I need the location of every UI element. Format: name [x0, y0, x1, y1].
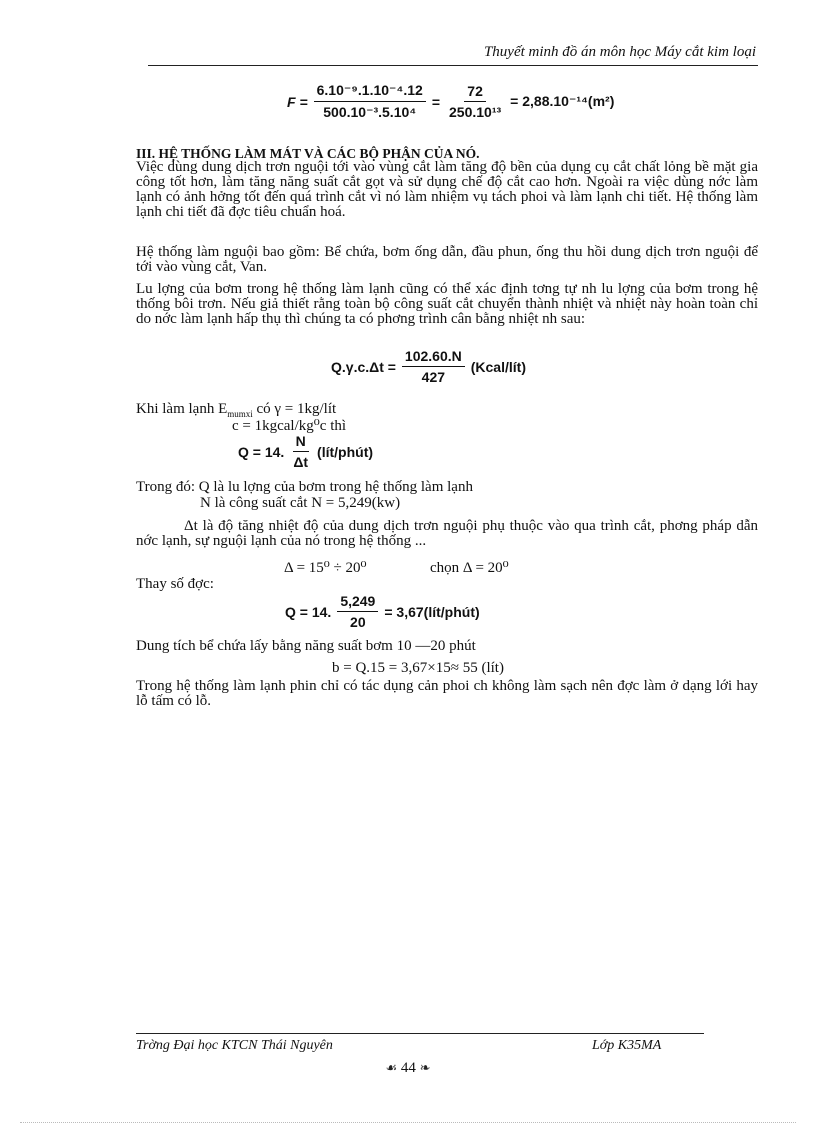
formula-heat-unit: (Kcal/lít)	[470, 358, 526, 375]
formula-heat-num: 102.60.N	[402, 348, 465, 367]
formula-f-fraction-2	[446, 83, 504, 120]
definition-q: Trong đó: Q là lu lợng của bơm trong hệ thống làm lạnh	[136, 479, 473, 495]
formula-heat-balance	[331, 348, 526, 385]
formula-result-rhs: = 3,67(lít/phút)	[384, 603, 480, 620]
delta-range: Δ = 15⁰ ÷ 20⁰	[284, 560, 367, 576]
tank-capacity-text: Dung tích bể chứa lấy bằng năng suất bơm 10 —20 phút	[136, 638, 476, 654]
paragraph-1: Việc dùng dung dịch trơn nguội tới vào vùng cắt làm tăng độ bền của dụng cụ cắt chất lỏng bề mặt gia công tốt hơn, làm tăng năng suất cắt gọt và sử dụng chế độ cắt cao hơn. Ngoài ra việc dùng nớc làm lạnh có ảnh hởng tốt đến quá trình cắt vì nó làm nhiệm vụ tách phoi và làm lạnh chi tiết. Hệ thống làm lạnh chi tiết đã đợc tiêu chuẩn hoá.	[136, 159, 758, 220]
formula-flow-unit: (lít/phút)	[317, 443, 374, 460]
formula-f-den-1: 500.10⁻³.5.10⁴	[323, 104, 417, 120]
formula-flow-den: Δt	[293, 454, 309, 470]
formula-result-num: 5,249	[337, 593, 378, 612]
formula-f-den-2: 250.10¹³	[449, 104, 502, 120]
formula-flow-fraction	[290, 433, 311, 470]
definition-delta-t: Δt là độ tăng nhiệt độ của dung dịch trơn nguội phụ thuộc vào qua trình cắt, phơng pháp dẫn nớc lạnh, sự nguội lạnh của nó trong hệ thống ...	[136, 518, 758, 549]
footer-class: Lớp K35MA	[592, 1038, 662, 1053]
page-number-row	[0, 1060, 816, 1077]
header-rule	[148, 65, 758, 66]
formula-flow-rate	[238, 433, 373, 470]
formula-heat-den: 427	[421, 369, 446, 385]
page-header-title: Thuyết minh đồ án môn học Máy cắt kim loại	[483, 44, 756, 60]
formula-result-den: 20	[350, 614, 366, 630]
formula-heat-lhs: Q.γ.c.Δt =	[331, 358, 396, 375]
emulsion-text-a: Khi làm lạnh E	[136, 401, 228, 417]
formula-flow-result	[285, 593, 480, 630]
ornament-right-icon: ❧	[419, 1060, 431, 1075]
emulsion-text-b: có γ = 1kg/lít	[252, 401, 337, 417]
formula-f-num-2: 72	[464, 83, 486, 102]
footer-school: Trờng Đại học KTCN Thái Nguyên	[136, 1038, 333, 1053]
paragraph-2: Hệ thống làm nguội bao gồm: Bể chứa, bơm ống dẫn, đầu phun, ống thu hồi dung dịch trơn nguội để tới vào vùng cắt, Van.	[136, 244, 758, 275]
substitution-label: Thay số đợc:	[136, 576, 214, 592]
formula-f	[287, 82, 614, 121]
formula-result-lhs: Q = 14.	[285, 603, 332, 620]
formula-f-lhs: F =	[287, 93, 308, 110]
ornament-left-icon: ☙	[385, 1060, 398, 1075]
formula-f-fraction-1	[314, 82, 426, 121]
section-title: III. HỆ THỐNG LÀM MÁT VÀ CÁC BỘ PHẬN CỦA NÓ.	[136, 146, 480, 161]
formula-f-result: = 2,88.10⁻¹⁴(m²)	[510, 93, 615, 109]
emulsion-subscript: mumxi	[227, 409, 253, 419]
formula-f-num-1: 6.10⁻⁹.1.10⁻⁴.12	[314, 82, 426, 102]
footer-rule	[136, 1033, 704, 1034]
page-number: 44	[400, 1060, 416, 1076]
formula-flow-lhs: Q = 14.	[238, 443, 285, 460]
emulsion-line-2: c = 1kgcal/kg⁰c thì	[232, 418, 347, 434]
definition-n: N là công suất cắt N = 5,249(kw)	[200, 495, 401, 511]
filter-paragraph: Trong hệ thống làm lạnh phin chỉ có tác dụng cản phoi ch không làm sạch nên đợc làm ở dạng lới hay lỗ tấm có lỗ.	[136, 678, 758, 709]
paragraph-3: Lu lợng của bơm trong hệ thống làm lạnh cũng có thể xác định tơng tự nh lu lợng của bơm trong hệ thống bôi trơn. Nếu giả thiết rằng toàn bộ công suất cắt chuyển thành nhiệt và nhiệt này hoàn toàn chỉ do nớc làm lạnh hấp thụ thì chúng ta có phơng trình cân bằng nhiệt nh sau:	[136, 281, 758, 327]
tank-capacity-formula: b = Q.15 = 3,67×15≈ 55 (lít)	[332, 660, 504, 676]
delta-choice: chọn Δ = 20⁰	[430, 560, 509, 576]
formula-heat-fraction	[402, 348, 465, 385]
formula-f-equals: =	[431, 93, 441, 110]
formula-result-fraction	[337, 593, 378, 630]
formula-flow-num: N	[293, 433, 309, 452]
